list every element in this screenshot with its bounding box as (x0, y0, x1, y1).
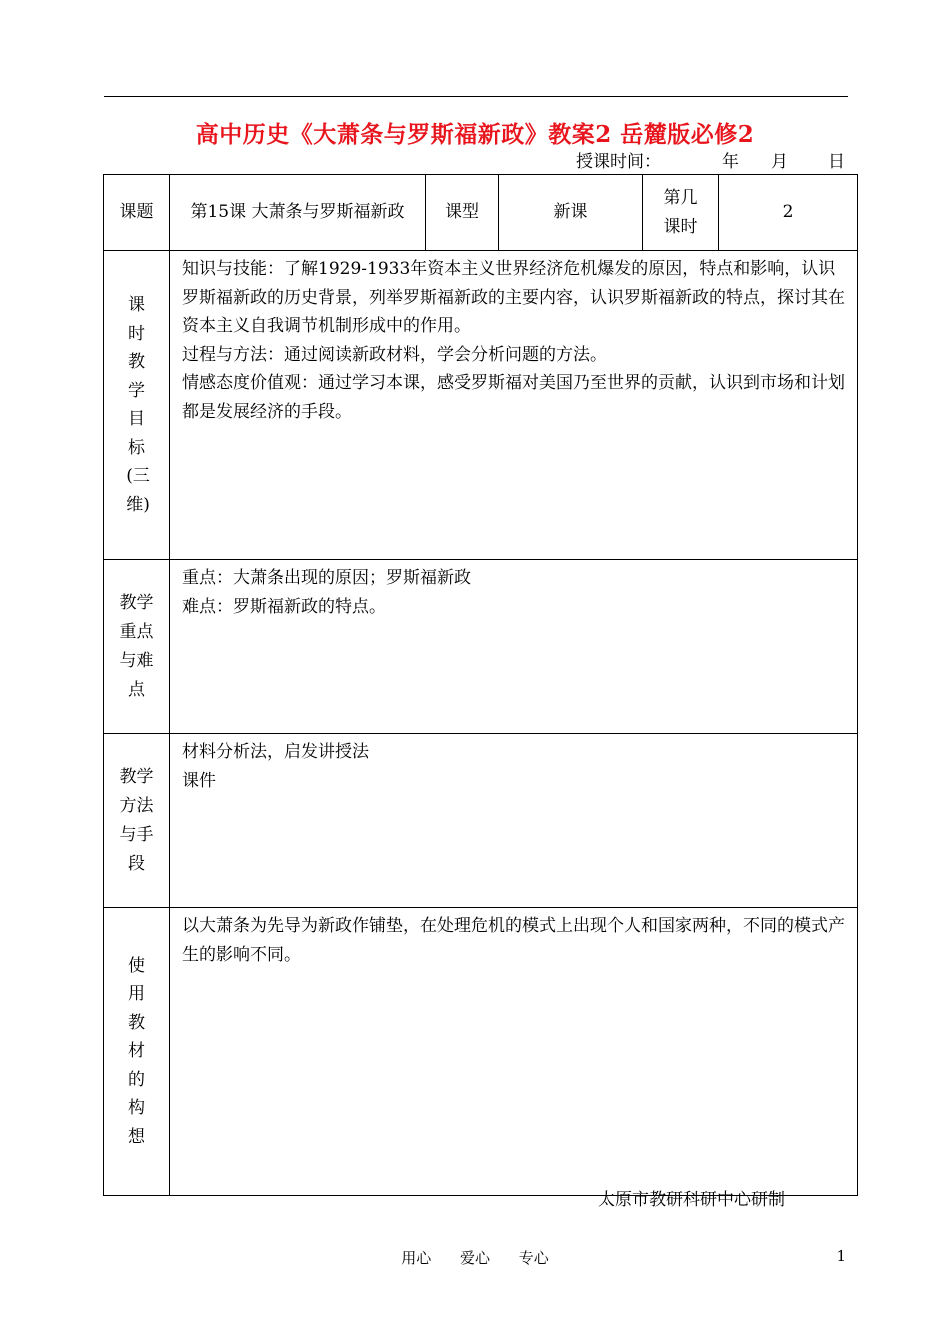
key-points-label-cell (104, 560, 170, 734)
type-label: 课型 (426, 175, 499, 251)
goal-knowledge: 知识与技能：了解1929-1933年资本主义世界经济危机爆发的原因，特点和影响，认识罗斯福新政的历史背景，列举罗斯福新政的主要内容，认识罗斯福新政的特点，探讨其在资本主义自我调节机制形成中的作用。 (182, 259, 845, 336)
key-points-label: 教学重点与难点 (119, 592, 154, 700)
goals-content (170, 251, 858, 560)
goals-label-cell (104, 251, 170, 560)
methods-row (104, 734, 858, 908)
footer-item: 用心 (401, 1249, 432, 1267)
goal-attitude: 情感态度价值观：通过学习本课，感受罗斯福对美国乃至世界的贡献，认识到市场和计划都是发展经济的手段。 (182, 373, 845, 422)
topic-value: 第15课 大萧条与罗斯福新政 (170, 175, 426, 251)
methods-label-cell (104, 734, 170, 908)
date-line (546, 147, 846, 171)
material-use-row (104, 908, 858, 1196)
material-use-content (170, 908, 858, 1196)
goals-label: 课时教学目标(三维) (126, 295, 150, 515)
type-value: 新课 (499, 175, 643, 251)
methods-label: 教学方法与手段 (119, 766, 154, 874)
goal-process: 过程与方法：通过阅读新政材料，学会分析问题的方法。 (182, 344, 607, 365)
method-line: 材料分析法，启发讲授法 (182, 742, 369, 762)
key-points-row (104, 560, 858, 734)
footer-item: 专心 (518, 1249, 549, 1267)
key-point: 重点：大萧条出现的原因；罗斯福新政 (182, 568, 471, 588)
footer-item: 爱心 (459, 1249, 490, 1267)
date-month: 月 (771, 152, 788, 172)
page-number: 1 (836, 1247, 846, 1265)
means-line: 课件 (182, 770, 216, 791)
top-rule (104, 96, 848, 97)
methods-content (170, 734, 858, 908)
document-title: 高中历史《大萧条与罗斯福新政》教案2 岳麓版必修2 (195, 121, 755, 148)
period-label (643, 175, 719, 251)
date-label: 授课时间： (576, 152, 661, 172)
date-day: 日 (828, 152, 845, 172)
period-value: 2 (719, 175, 858, 251)
topic-label: 课题 (104, 175, 170, 251)
material-use-label: 使用教材的构想 (127, 955, 145, 1147)
period-label-text: 第几课时 (663, 187, 698, 237)
difficult-point: 难点：罗斯福新政的特点。 (182, 596, 386, 617)
lesson-plan-table (103, 174, 858, 1196)
maker-credit: 太原市教研科研中心研制 (598, 1190, 785, 1210)
material-use-label-cell (104, 908, 170, 1196)
key-points-content (170, 560, 858, 734)
material-use-line: 以大萧条为先导为新政作铺垫，在处理危机的模式上出现个人和国家两种，不同的模式产生的影响不同。 (182, 916, 845, 965)
goals-row (104, 251, 858, 560)
footer-slogan (0, 1247, 950, 1268)
date-year: 年 (722, 152, 739, 172)
header-row (104, 175, 858, 251)
